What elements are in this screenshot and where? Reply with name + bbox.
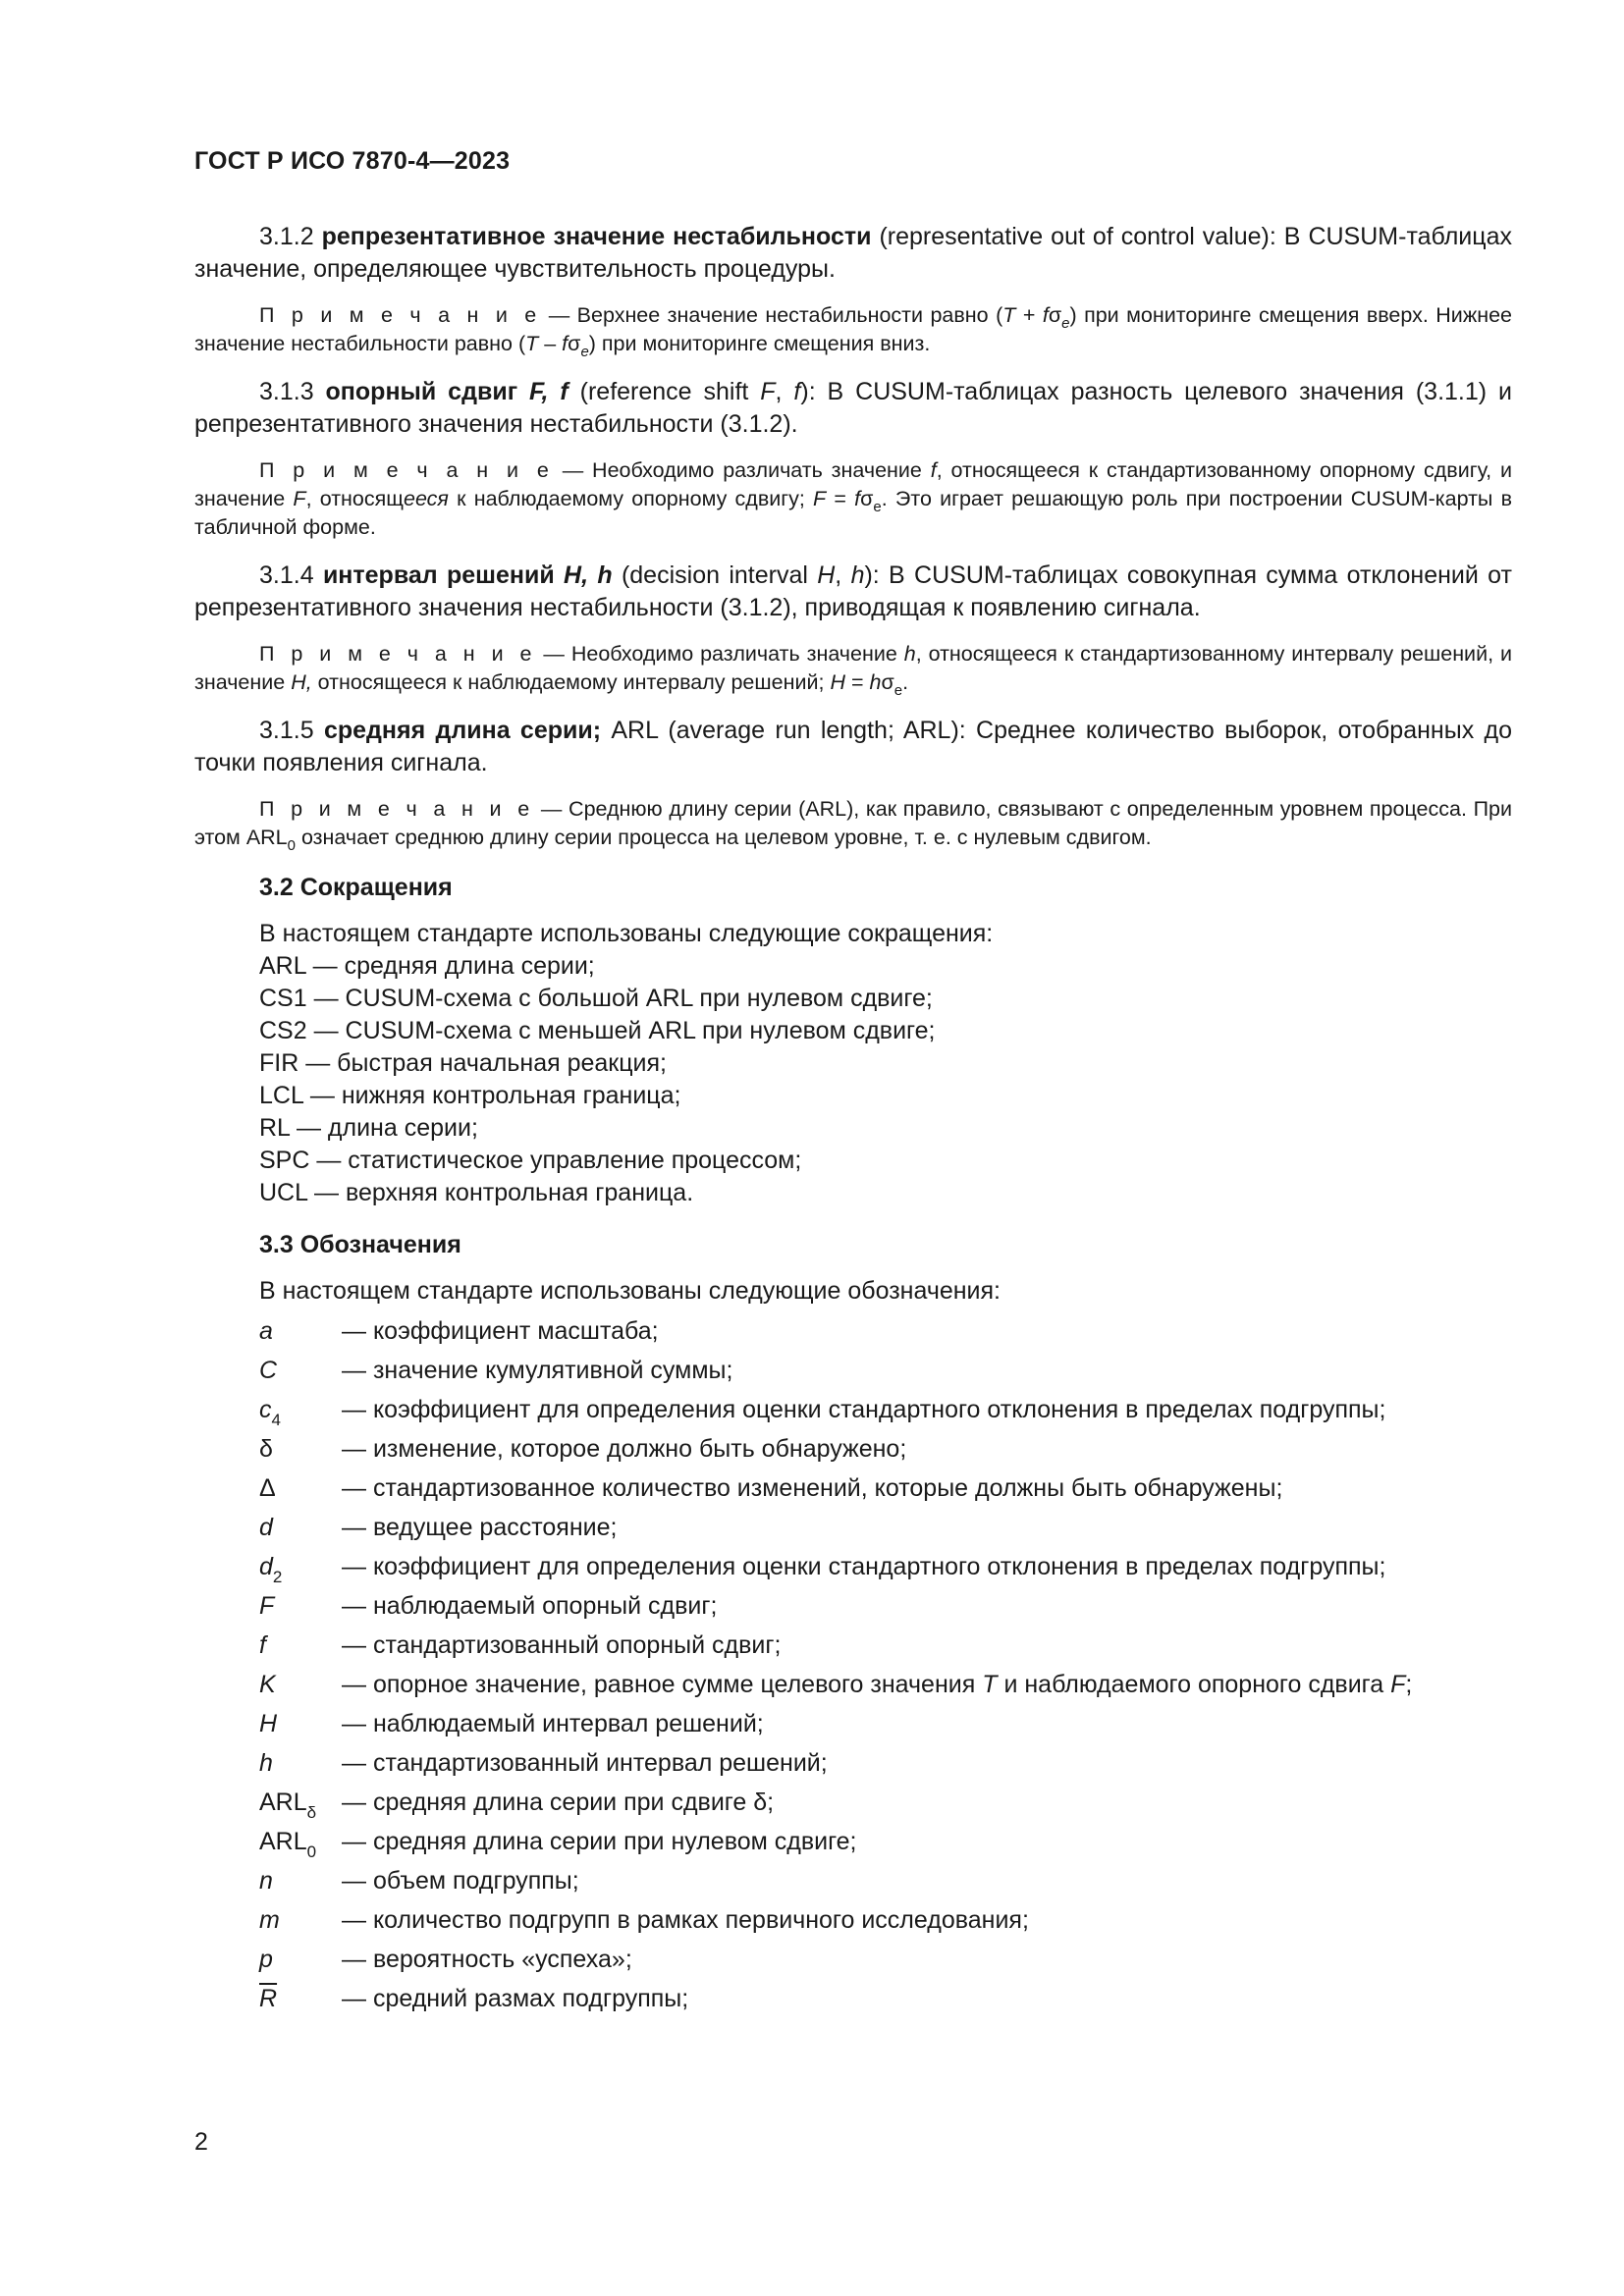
symbol-row bbox=[259, 1783, 1412, 1822]
abbreviations-list bbox=[259, 950, 1512, 1209]
symbol: H bbox=[259, 1710, 278, 1737]
symbol-row bbox=[259, 1940, 1412, 1979]
symbol-row bbox=[259, 1822, 1412, 1861]
symbol-description: — вероятность «успеха»; bbox=[342, 1946, 632, 1973]
symbol: $\overline{R}$ bbox=[259, 1985, 278, 2012]
note-3-1-2: П р и м е ч а н и е — Верхнее значение нестабильности равно $(T + f\sigma_e)$ при мониторинге смещения вверх. Нижнее значение нестабильности равно $(T - f\sigma_e)$ при мониторинге смещения вниз. bbox=[194, 303, 1512, 360]
symbol: $ARL_0$ bbox=[259, 1828, 317, 1861]
section-heading-abbreviations: 3.2 Сокращения bbox=[259, 874, 453, 901]
symbol-description: — стандартизованный интервал решений; bbox=[342, 1749, 828, 1777]
symbol: K bbox=[259, 1671, 276, 1698]
symbol-row bbox=[259, 1626, 1412, 1665]
symbol-row bbox=[259, 1861, 1412, 1900]
symbol: f bbox=[259, 1631, 266, 1659]
symbol-description: — средний размах подгруппы; bbox=[342, 1985, 689, 2012]
symbol-description: — коэффициент для определения оценки стандартного отклонения в пределах подгруппы; bbox=[342, 1396, 1386, 1423]
term-3-1-2: 3.1.2 репрезентативное значение нестабильности (representative out of control value): В CUSUM-таблицах значение, определяющее чувствительность процедуры. bbox=[194, 223, 1512, 283]
note-3-1-3: П р и м е ч а н и е — Необходимо различать значение f, относящееся к стандартизованному опорному сдвигу, и значение F, относящееся к наблюдаемому опорному сдвигу; $F = f\sigma_e$. Это играет решающую роль при построении CUSUM-карты в табличной форме. bbox=[194, 458, 1513, 539]
term-3-1-4: 3.1.4 интервал решений H, h (decision interval H, h): В CUSUM-таблицах совокупная сумма отклонений от репрезентативного значения нестабильности (3.1.2), приводящая к появлению сигнала. bbox=[194, 561, 1512, 621]
symbol-row bbox=[259, 1390, 1412, 1429]
term-title: опорный сдвиг bbox=[325, 378, 518, 405]
note-label: П р и м е ч а н и е bbox=[259, 303, 542, 327]
symbol: δ bbox=[259, 1435, 273, 1463]
symbols-intro: В настоящем стандарте использованы следующие обозначения: bbox=[259, 1277, 1001, 1305]
symbol: h bbox=[259, 1749, 273, 1777]
symbol-description: — значение кумулятивной суммы; bbox=[342, 1357, 733, 1384]
symbol-row bbox=[259, 1900, 1412, 1940]
symbol-row bbox=[259, 1508, 1412, 1547]
symbol-row bbox=[259, 1743, 1412, 1783]
list-item: LCL — нижняя контрольная граница; bbox=[259, 1082, 681, 1109]
term-3-1-3: 3.1.3 опорный сдвиг F, f (reference shift F, f): В CUSUM-таблицах разность целевого значения (3.1.1) и репрезентативного значения нестабильности (3.1.2). bbox=[194, 378, 1512, 438]
symbol-description: — опорное значение, равное сумме целевого значения T и наблюдаемого опорного сдвига F; bbox=[342, 1671, 1413, 1698]
symbol-row bbox=[259, 1311, 1412, 1351]
symbol-description: — средняя длина серии при нулевом сдвиге; bbox=[342, 1828, 857, 1855]
symbol-row bbox=[259, 1429, 1412, 1468]
symbol-description: — стандартизованный опорный сдвиг; bbox=[342, 1631, 782, 1659]
term-3-1-5: 3.1.5 средняя длина серии; ARL (average run length; ARL): Среднее количество выборок, отобранных до точки появления сигнала. bbox=[194, 717, 1513, 776]
symbol: $c_4$ bbox=[259, 1396, 281, 1429]
list-item: ARL — средняя длина серии; bbox=[259, 952, 595, 980]
symbol-row bbox=[259, 1979, 1412, 2018]
symbol: $ARL_\delta$ bbox=[259, 1789, 317, 1822]
note-label: П р и м е ч а н и е bbox=[259, 642, 537, 666]
document-body bbox=[194, 221, 1512, 2018]
symbol-description: — коэффициент для определения оценки стандартного отклонения в пределах подгруппы; bbox=[342, 1553, 1386, 1580]
symbols-table bbox=[259, 1311, 1412, 2018]
symbol-description: — стандартизованное количество изменений, которые должны быть обнаружены; bbox=[342, 1474, 1283, 1502]
symbol: C bbox=[259, 1357, 278, 1384]
symbol: F bbox=[259, 1592, 275, 1620]
symbol-description: — наблюдаемый опорный сдвиг; bbox=[342, 1592, 718, 1620]
symbol-description: — ведущее расстояние; bbox=[342, 1514, 618, 1541]
symbol-description: — объем подгруппы; bbox=[342, 1867, 579, 1895]
symbol: a bbox=[259, 1317, 273, 1345]
symbol-description: — наблюдаемый интервал решений; bbox=[342, 1710, 764, 1737]
symbol: p bbox=[259, 1946, 273, 1973]
note-3-1-5: П р и м е ч а н и е — Среднюю длину серии (ARL), как правило, связывают с определенным уровнем процесса. При этом $ARL_0$ означает среднюю длину серии процесса на целевом уровне, т. е. с нулевым сдвигом. bbox=[194, 797, 1513, 854]
list-item: FIR — быстрая начальная реакция; bbox=[259, 1049, 668, 1077]
symbol-row bbox=[259, 1547, 1412, 1586]
symbol-description: — изменение, которое должно быть обнаружено; bbox=[342, 1435, 907, 1463]
note-label: П р и м е ч а н и е bbox=[259, 797, 535, 821]
list-item: RL — длина серии; bbox=[259, 1114, 478, 1142]
list-item: CS2 — CUSUM-схема с меньшей ARL при нулевом сдвиге; bbox=[259, 1017, 936, 1044]
note-label: П р и м е ч а н и е bbox=[259, 458, 554, 482]
symbol-row bbox=[259, 1704, 1412, 1743]
symbol-row bbox=[259, 1468, 1412, 1508]
symbol: m bbox=[259, 1906, 280, 1934]
symbol: d bbox=[259, 1514, 273, 1541]
list-item: CS1 — CUSUM-схема с большой ARL при нулевом сдвиге; bbox=[259, 985, 933, 1012]
symbol-row bbox=[259, 1665, 1412, 1704]
symbol-description: — коэффициент масштаба; bbox=[342, 1317, 659, 1345]
symbol: n bbox=[259, 1867, 273, 1895]
list-item: SPC — статистическое управление процессом; bbox=[259, 1147, 802, 1174]
term-title: репрезентативное значение нестабильности bbox=[321, 223, 872, 250]
page-number: 2 bbox=[194, 2128, 208, 2156]
section-heading-symbols: 3.3 Обозначения bbox=[259, 1231, 461, 1258]
symbol-description: — средняя длина серии при сдвиге δ; bbox=[342, 1789, 775, 1816]
term-title: средняя длина серии; bbox=[323, 717, 602, 744]
note-3-1-4: П р и м е ч а н и е — Необходимо различать значение h, относящееся к стандартизованному интервалу решений, и значение H, относящееся к наблюдаемому интервалу решений; $H = h\sigma_e$. bbox=[194, 642, 1512, 699]
symbol-row bbox=[259, 1351, 1412, 1390]
symbol-row bbox=[259, 1586, 1412, 1626]
term-title: интервал решений bbox=[322, 561, 555, 589]
symbol-description: — количество подгрупп в рамках первичного исследования; bbox=[342, 1906, 1029, 1934]
list-item: UCL — верхняя контрольная граница. bbox=[259, 1179, 694, 1206]
document-header: ГОСТ Р ИСО 7870-4—2023 bbox=[194, 147, 511, 175]
symbol: Δ bbox=[259, 1474, 276, 1502]
symbol: $d_2$ bbox=[259, 1553, 283, 1586]
abbreviations-intro: В настоящем стандарте использованы следующие сокращения: bbox=[259, 920, 994, 947]
